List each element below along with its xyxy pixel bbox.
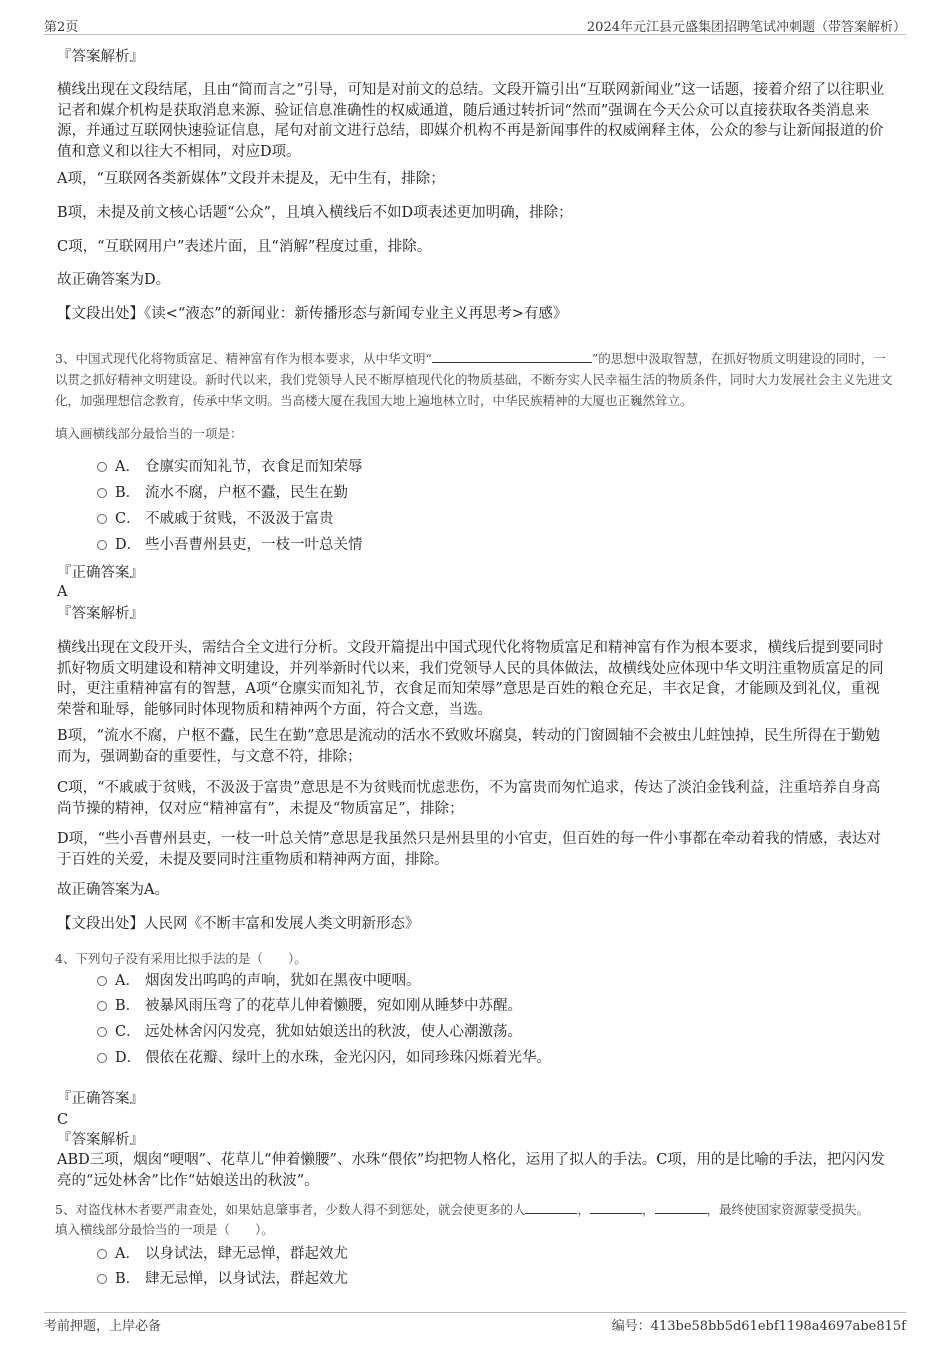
q5-option-a[interactable]	[97, 1243, 348, 1265]
radio-icon[interactable]	[97, 462, 107, 472]
source-tag: 【文段出处】	[57, 916, 144, 932]
source-line	[57, 304, 893, 325]
q4-option-a[interactable]	[97, 970, 421, 992]
option-text: 远处林舍闪闪发亮，犹如姑娘送出的秋波，使人心潮激荡。	[145, 1024, 522, 1040]
radio-icon[interactable]	[97, 1027, 107, 1037]
option-letter: B．	[115, 485, 141, 501]
question-3-prompt: 填入画横线部分最恰当的一项是：	[55, 426, 243, 441]
radio-icon[interactable]	[97, 976, 107, 986]
stem-part: 3、中国式现代化将物质富足、精神富有作为根本要求，从中华文明“	[55, 351, 432, 366]
option-letter: D．	[115, 1050, 142, 1066]
analysis-label: 『答案解析』	[57, 49, 144, 65]
option-text: 以身试法，肆无忌惮，群起效尤	[145, 1246, 348, 1262]
q4-option-b[interactable]	[97, 995, 522, 1017]
fill-blank	[525, 1201, 577, 1214]
analysis-conclusion: 故正确答案为A。	[57, 882, 169, 898]
page-footer	[44, 1312, 906, 1334]
q4-option-c[interactable]	[97, 1021, 522, 1043]
stem-separator: ，	[577, 1202, 590, 1217]
correct-answer: A	[57, 584, 68, 600]
option-letter: A．	[115, 459, 140, 475]
page-header	[44, 14, 906, 35]
option-letter: A．	[115, 1246, 140, 1262]
document-id: 编号：413be58bb5d61ebf1198a4697abe815f	[611, 1319, 906, 1334]
option-text: 仓廪实而知礼节，衣食足而知荣辱	[145, 459, 363, 475]
radio-icon[interactable]	[97, 540, 107, 550]
radio-icon[interactable]	[97, 1001, 107, 1011]
stem-separator: ，	[641, 1202, 655, 1217]
fill-blank	[590, 1201, 642, 1214]
radio-icon[interactable]	[97, 1274, 107, 1284]
q3-option-c[interactable]	[97, 508, 334, 530]
q3-option-d[interactable]	[97, 534, 363, 556]
fill-blank	[655, 1201, 707, 1214]
analysis-option-c: C项，“互联网用户”表述片面，且“消解”程度过重，排除。	[57, 239, 432, 255]
q5-option-b[interactable]	[97, 1268, 348, 1290]
q3-option-b[interactable]	[97, 482, 348, 504]
question-5-prompt: 填入横线部分最恰当的一项是（ ）。	[55, 1222, 274, 1237]
option-text: 不戚戚于贫贱，不汲汲于富贵	[145, 511, 334, 527]
option-text: 被暴风雨压弯了的花草儿伸着懒腰，宛如刚从睡梦中苏醒。	[145, 998, 522, 1014]
analysis-paragraph: ABD三项，烟囱“哽咽”、花草儿“伸着懒腰”、水珠“偎依”均把物人格化，运用了拟人的手法。C项，用的是比喻的手法，把闪闪发亮的“远处林舍”比作“姑娘送出的秋波”。	[57, 1152, 885, 1189]
option-text: 烟囱发出呜呜的声响，犹如在黑夜中哽咽。	[145, 973, 421, 989]
option-letter: A．	[115, 973, 140, 989]
option-letter: D．	[115, 537, 142, 553]
analysis-label: 『答案解析』	[57, 1132, 144, 1148]
radio-icon[interactable]	[97, 514, 107, 524]
correct-answer-label: 『正确答案』	[57, 1091, 144, 1107]
analysis-option-d: D项，“些小吾曹州县吏，一枝一叶总关情”意思是我虽然只是州县里的小官吏，但百姓的每一件小事都在牵动着我的情感，表达对于百姓的关爱，未提及要同时注重物质和精神两方面，排除。	[57, 831, 881, 868]
option-letter: C．	[115, 511, 141, 527]
radio-icon[interactable]	[97, 1053, 107, 1063]
analysis-option-a: A项，“互联网各类新媒体”文段并未提及，无中生有，排除；	[57, 171, 445, 187]
q4-option-d[interactable]	[97, 1047, 551, 1069]
stem-part: 5、对盗伐林木者要严肃查处，如果姑息肇事者，少数人得不到惩处，就会使更多的人	[55, 1202, 526, 1217]
option-text: 些小吾曹州县吏，一枝一叶总关情	[145, 537, 363, 553]
source-text: 《读<“液态”的新闻业：新传播形态与新闻专业主义再思考>有感》	[144, 306, 568, 322]
option-text: 偎依在花瓣、绿叶上的水珠，金光闪闪，如同珍珠闪烁着光华。	[145, 1050, 551, 1066]
source-text: 人民网《不断丰富和发展人类文明新形态》	[144, 916, 420, 932]
question-5-stem	[55, 1200, 895, 1240]
correct-answer-label: 『正确答案』	[57, 565, 144, 581]
analysis-option-b: B项，未提及前文核心话题“公众”，且填入横线后不如D项表述更加明确，排除；	[57, 205, 573, 221]
analysis-option-b: B项，“流水不腐，户枢不蠹，民生在勤”意思是流动的活水不致败坏腐臭，转动的门窗圆轴不会被虫儿蛀蚀掉，民生所得在于勤勉而为，强调勤奋的重要性，与文意不符，排除；	[57, 728, 880, 765]
analysis-paragraph: 横线出现在文段结尾，且由“简而言之”引导，可知是对前文的总结。文段开篇引出“互联网新闻业”这一话题，接着介绍了以往职业记者和媒介机构是获取消息来源、验证信息准确性的权威通道，随后通过转折词“然而”强调在今天公众可以直接获取各类消息来源，并通过互联网快速验证信息，尾句对前文进行总结，即媒介机构不再是新闻事件的权威阐释主体，公众的参与让新闻报道的价值和意义和以往大不相同，对应D项。	[57, 82, 885, 160]
radio-icon[interactable]	[97, 1249, 107, 1259]
analysis-option-c: C项，“不戚戚于贫贱，不汲汲于富贵”意思是不为贫贱而忧虑悲伤，不为富贵而匆忙追求，传达了淡泊金钱利益，注重培养自身高尚节操的精神，仅对应“精神富有”，未提及“物质富足”，排除；	[57, 780, 881, 817]
stem-part: ，最终使国家资源蒙受损失。	[706, 1202, 870, 1217]
option-text: 肆无忌惮，以身试法，群起效尤	[145, 1271, 348, 1287]
q3-option-a[interactable]	[97, 456, 363, 478]
source-line	[57, 914, 893, 935]
stem-part: ”的思想中汲取智慧，在抓好物质文明建设的同时，一以贯之抓好精神文明建设。新时代以来，我们党领导人民不断厚植现代化的物质基础，不断夯实人民幸福生活的物质条件，同时大力发展社会主义先进文化，加强理想信念教育，传承中华文明。当高楼大厦在我国大地上遍地林立时，中华民族精神的大厦也正巍然耸立。	[55, 351, 893, 408]
source-tag: 【文段出处】	[57, 306, 144, 322]
analysis-conclusion: 故正确答案为D。	[57, 272, 171, 288]
document-title: 2024年元江县元盛集团招聘笔试冲刺题（带答案解析）	[586, 20, 906, 35]
footer-slogan: 考前押题，上岸必备	[44, 1319, 162, 1334]
option-letter: B．	[115, 1271, 141, 1287]
page-number: 第2页	[44, 20, 79, 35]
question-4-stem: 4、下列句子没有采用比拟手法的是（ ）。	[55, 951, 307, 966]
question-3-stem	[55, 348, 895, 411]
fill-blank	[432, 350, 592, 363]
radio-icon[interactable]	[97, 488, 107, 498]
option-letter: B．	[115, 998, 141, 1014]
correct-answer: C	[57, 1112, 69, 1128]
option-letter: C．	[115, 1024, 141, 1040]
analysis-label: 『答案解析』	[57, 606, 144, 622]
option-text: 流水不腐，户枢不蠹，民生在勤	[145, 485, 348, 501]
analysis-paragraph: 横线出现在文段开头，需结合全文进行分析。文段开篇提出中国式现代化将物质富足和精神富有作为根本要求，横线后提到要同时抓好物质文明建设和精神文明建设，并列举新时代以来，我们党领导人民的具体做法，故横线处应体现中华文明注重物质富足的同时，更注重精神富有的智慧，A项“仓廪实而知礼节，衣食足而知荣辱”意思是百姓的粮仓充足，丰衣足食，才能顾及到礼仪，重视荣誉和耻辱，能够同时体现物质和精神两个方面，符合文意，当选。	[57, 640, 884, 718]
